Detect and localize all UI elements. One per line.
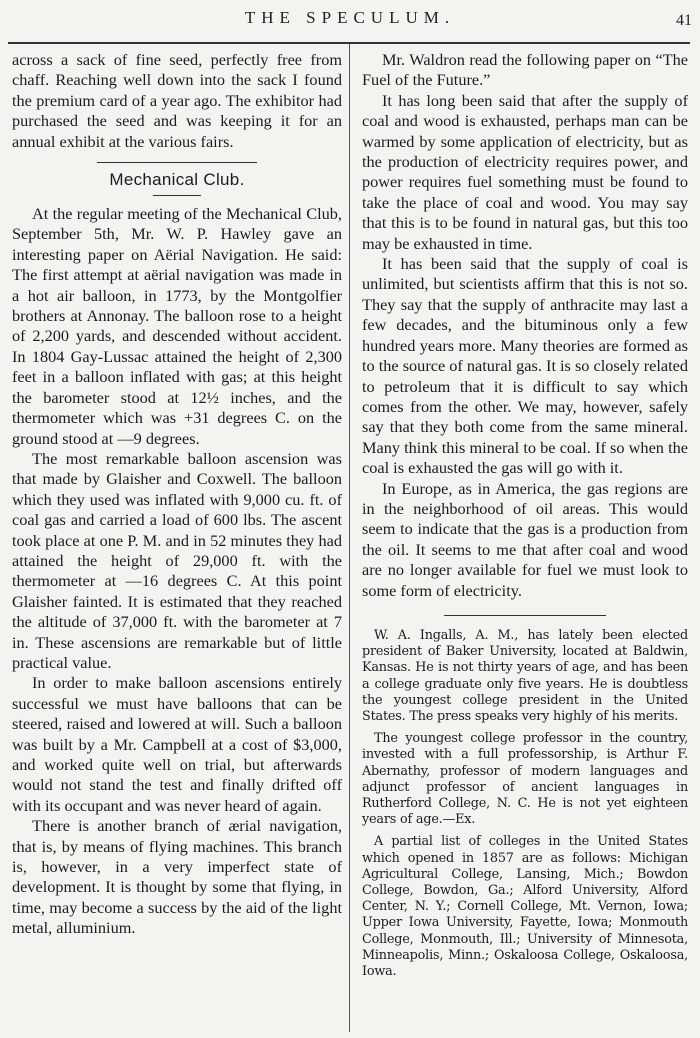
news-note: A partial list of colleges in the United States which opened in 1857 are as follows: Michigan Agricultural College, Lansing, Mich.; Bowdon College, Bowdon, Ga.; Alford University, Alford Center, N. Y.; Cornell College, Mt. Vernon, Iowa; Upper Iowa University, Fayette, Iowa; Monmouth College, Monmouth, Ill.; University of Minnesota, Minneapolis, Minn.; Oskaloosa College, Oskaloosa, Iowa. — [362, 834, 688, 980]
page-number: 41 — [676, 12, 692, 29]
news-note: W. A. Ingalls, A. M., has lately been elected president of Baker University, located at Baldwin, Kansas. He is not thirty years of age, and has been a college graduate only five years. He is doubtless the youngest college president in the United States. The press speaks very highly of his merits. — [362, 627, 688, 724]
left-column — [12, 50, 342, 939]
page-header — [0, 4, 700, 38]
paragraph: At the regular meeting of the Mechanical Club, September 5th, Mr. W. P. Hawley gave an interesting paper on Aërial Navigation. He said: The first attempt at aërial navigation was made in a hot air balloon, in 1773, by the Montgolfier brothers at Annonay. The balloon rose to a height of 2,200 yards, and descended without accident. In 1804 Gay-Lussac attained the height of 2,300 feet in a balloon inflated with gas; at this height the barometer stood at 12½ inches, and the thermometer which was +31 degrees C. on the ground stood at —9 degrees. — [12, 204, 342, 448]
running-title: THE SPECULUM. — [244, 8, 456, 27]
heading-underline — [153, 195, 201, 196]
section-rule — [97, 162, 257, 163]
paragraph: There is another branch of ærial navigation, that is, by means of flying machines. This branch is, however, in a very imperfect state of development. It is thought by some that flying, in time, may become a success by the aid of the light metal, alluminium. — [12, 816, 342, 938]
continued-paragraph: across a sack of fine seed, perfectly free from chaff. Reaching well down into the sack I found the premium card of a year ago. The exhibitor had purchased the seed and was keeping it for an annual exhibit at the various fairs. — [12, 50, 342, 151]
paragraph: In Europe, as in America, the gas regions are in the neighborhood of oil areas. This would seem to indicate that the gas is a production from the oil. It seems to me that after coal and wood are no longer available for fuel we must look to some form of electricity. — [362, 478, 688, 600]
paragraph: It has been said that the supply of coal is unlimited, but scientists affirm that this is not so. They say that the supply of anthracite may last a few decades, and the bituminous only a few hundred years more. Many theories are formed as to the source of natural gas. It is so closely related to petroleum that it is difficult to say which comes from the other. We may, however, safely say that they both come from the same mineral. Many think this mineral to be coal. If so when the coal is exhausted the gas will go with it. — [362, 254, 688, 478]
paragraph: Mr. Waldron read the following paper on “The Fuel of the Future.” — [362, 50, 688, 90]
right-column — [362, 50, 688, 980]
news-note: The youngest college professor in the country, invested with a full professorship, is Arthur F. Abernathy, professor of modern languages and adjunct professor of ancient languages in Rutherford College, N. C. He is not yet eighteen years of age.—Ex. — [362, 731, 688, 828]
paragraph: The most remarkable balloon ascension was that made by Glaisher and Coxwell. The balloon which they used was inflated with 9,000 cu. ft. of coal gas and carried a load of 600 lbs. The ascent took place at one P. M. and in 52 minutes they had attained the height of 29,000 ft. with the thermometer at —16 degrees C. At this point Glaisher fainted. It is estimated that they reached the altitude of 37,000 ft. with the barometer at 7 in. These ascensions are remarkable but of little practical value. — [12, 448, 342, 672]
column-divider — [349, 44, 350, 1032]
section-heading: Mechanical Club. — [109, 170, 245, 190]
paragraph: In order to make balloon ascensions entirely successful we must have balloons that can be steered, raised and lowered at will. Such a balloon was built by a Mr. Campbell at a cost of $3,000, and worked quite well on trial, but afterwards would not stand the test and finally drifted off with its occupant and was never heard of again. — [12, 673, 342, 815]
paragraph: It has long been said that after the supply of coal and wood is exhausted, perhaps man can be warmed by some application of electricity, but as the production of electricity requires power, and power requires fuel something must be found to take the place of coal and wood. You may say that this is to be found in natural gas, but this too may be exhausted in time. — [362, 90, 688, 253]
section-rule — [444, 615, 606, 616]
